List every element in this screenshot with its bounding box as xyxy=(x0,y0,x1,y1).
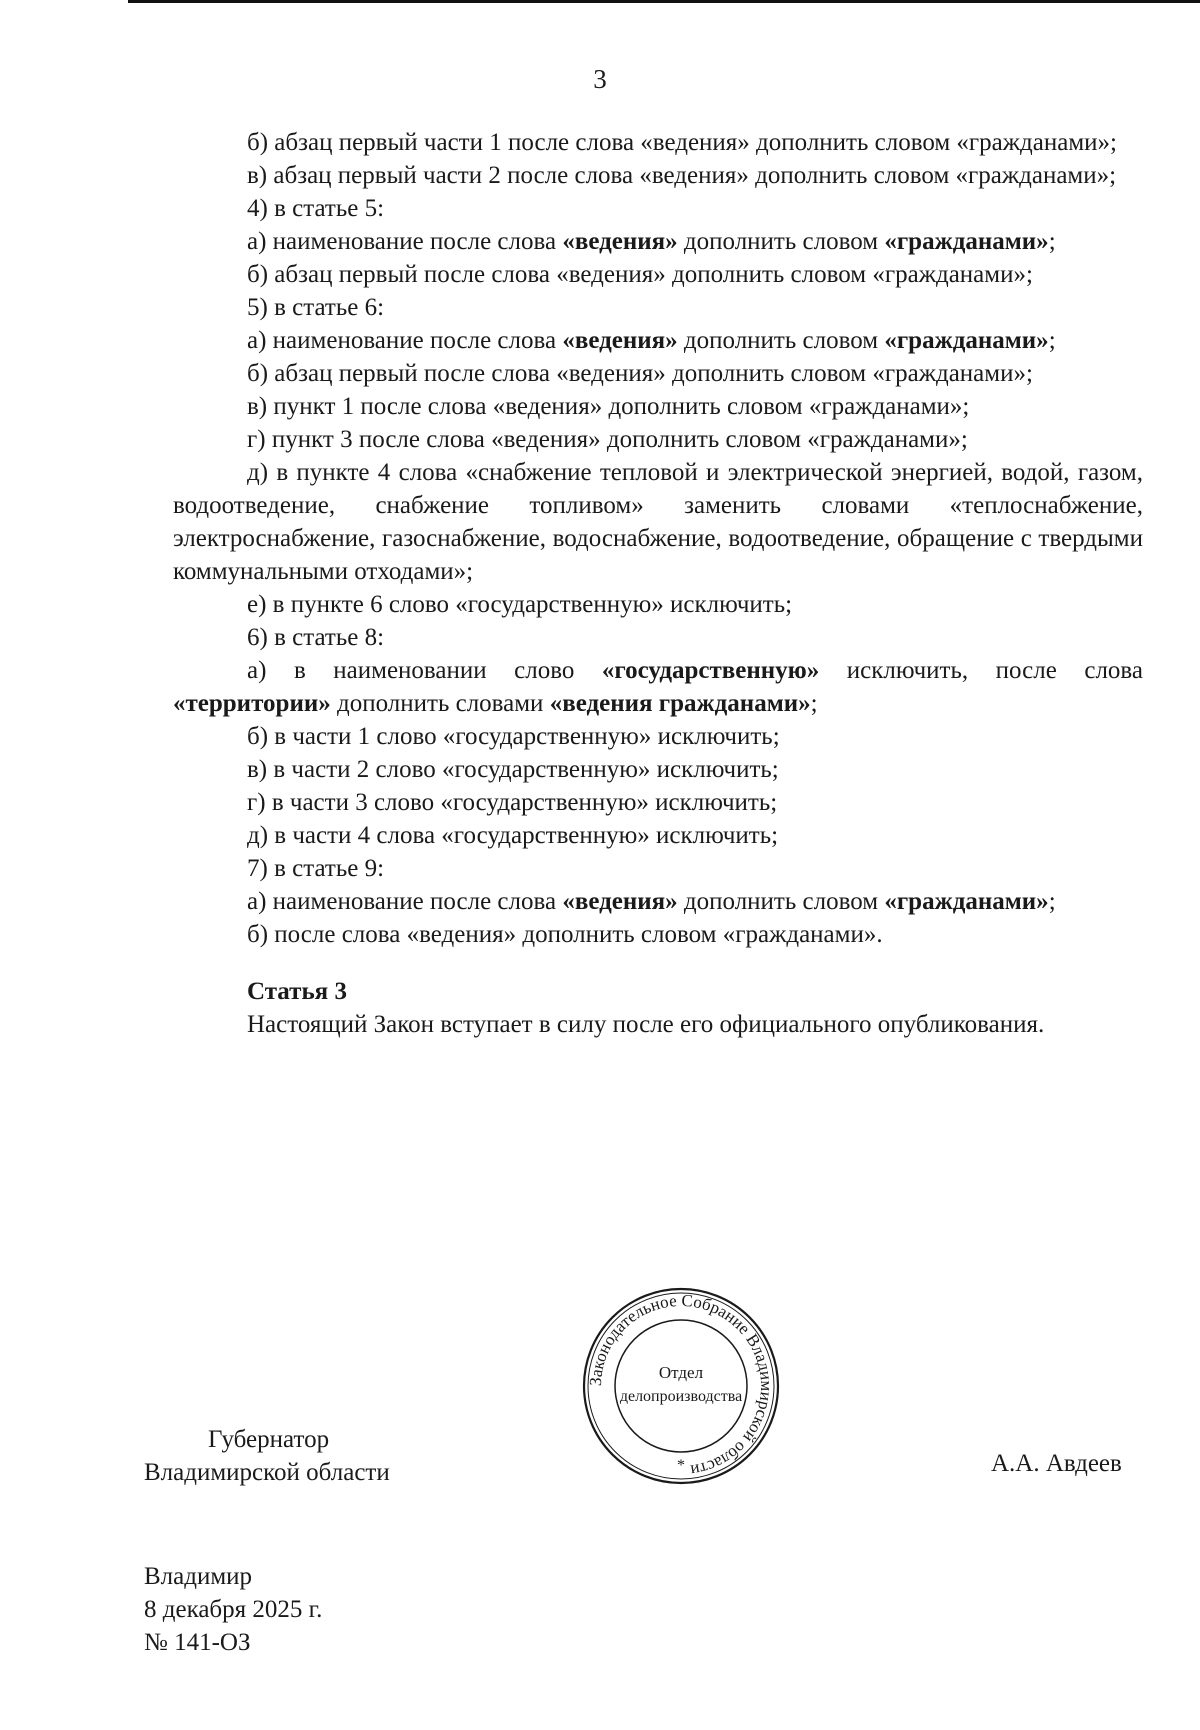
amendment-item: а) наименование после слова «ведения» дополнить словом «гражданами»; xyxy=(247,888,1056,915)
amendment-item: 5) в статье 6: xyxy=(247,294,385,321)
amendment-item: д) в части 4 слова «государственную» исключить; xyxy=(247,822,779,849)
signatory-title-line1: Губернатор xyxy=(208,1426,330,1453)
amendment-item: б) абзац первый после слова «ведения» дополнить словом «гражданами»; xyxy=(247,261,1033,288)
article-heading: Статья 3 xyxy=(247,978,347,1005)
official-seal xyxy=(581,1286,781,1486)
amendment-item: 4) в статье 5: xyxy=(247,195,385,222)
amendment-item: в) абзац первый части 2 после слова «ведения» дополнить словом «гражданами»; xyxy=(247,162,1117,189)
article-text: Настоящий Закон вступает в силу после его официального опубликования. xyxy=(247,1011,1045,1038)
amendment-item: е) в пункте 6 слово «государственную» исключить; xyxy=(247,591,793,618)
page-number: 3 xyxy=(593,64,607,94)
amendment-item: а) наименование после слова «ведения» дополнить словом «гражданами»; xyxy=(247,228,1056,255)
amendment-item: б) в части 1 слово «государственную» исключить; xyxy=(247,723,780,750)
seal-line-2: делопроизводства xyxy=(619,1388,743,1405)
amendment-item: в) пункт 1 после слова «ведения» дополнить словом «гражданами»; xyxy=(247,393,970,420)
amendment-item: в) в части 2 слово «государственную» исключить; xyxy=(247,756,779,783)
law-number: № 141-ОЗ xyxy=(144,1629,251,1656)
amendment-item: д) в пункте 4 слова «снабжение тепловой и электрической энергией, водой, газом, водоотведение, снабжение топливом» заменить словами «теплоснабжение, электроснабжение, газоснабжение, водоснабжение, водоотведение, обращение с твердыми коммунальными отходами»; xyxy=(173,459,1143,585)
place-date: 8 декабря 2025 г. xyxy=(144,1596,323,1623)
amendment-item: 6) в статье 8: xyxy=(247,624,385,651)
signatory-name: А.А. Авдеев xyxy=(991,1450,1122,1477)
signatory-title xyxy=(144,1423,390,1489)
document-body xyxy=(173,126,1143,1041)
amendment-item: б) абзац первый части 1 после слова «ведения» дополнить словом «гражданами»; xyxy=(247,129,1117,156)
amendment-item: 7) в статье 9: xyxy=(247,855,385,882)
amendment-item: б) абзац первый после слова «ведения» дополнить словом «гражданами»; xyxy=(247,360,1033,387)
seal-ring-text: Законодательное Собрание Владимирской области xyxy=(585,1290,777,1481)
amendment-item: а) наименование после слова «ведения» дополнить словом «гражданами»; xyxy=(247,327,1056,354)
place-date-number xyxy=(144,1560,322,1659)
signatory-title-line2: Владимирской области xyxy=(144,1459,390,1486)
amendment-item: а) в наименовании слово «государственную» исключить, после слова «территории» дополнить словами «ведения гражданами»; xyxy=(173,657,1143,717)
amendment-item: г) пункт 3 после слова «ведения» дополнить словом «гражданами»; xyxy=(247,426,968,453)
amendment-list xyxy=(173,126,1143,951)
amendment-item: г) в части 3 слово «государственную» исключить; xyxy=(247,789,778,816)
seal-line-1: Отдел xyxy=(658,1363,704,1382)
seal-star: * xyxy=(677,1457,685,1474)
top-rule xyxy=(128,0,1200,3)
place-city: Владимир xyxy=(144,1563,253,1590)
amendment-item: б) после слова «ведения» дополнить словом «гражданами». xyxy=(247,921,883,948)
